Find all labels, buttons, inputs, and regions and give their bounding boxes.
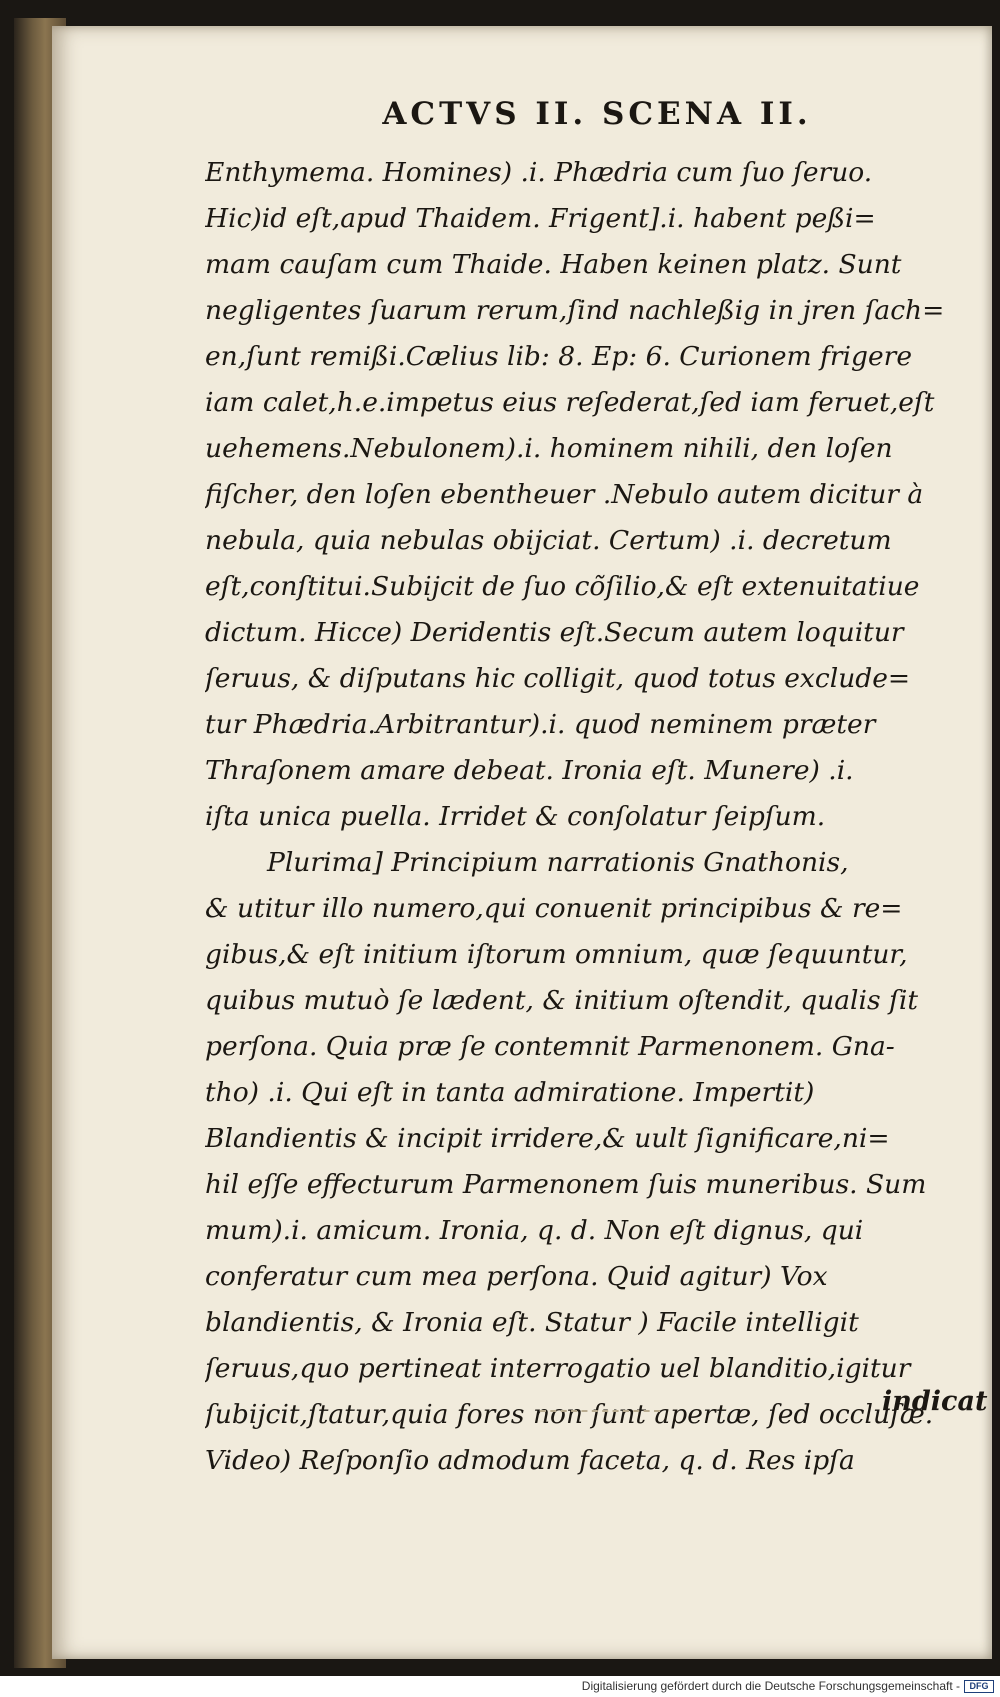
text-line: Video) Reſponſio admodum faceta, q. d. Res ipſa xyxy=(205,1445,855,1476)
text-line: uehemens.Nebulonem).i. hominem nihili, den loſen xyxy=(205,433,893,464)
text-line: gibus,& eſt initium iſtorum omnium, quæ ſequuntur, xyxy=(205,939,908,970)
text-line: Hic)id eſt,apud Thaidem. Frigent].i. habent peßi= xyxy=(205,203,876,234)
digitization-credit: Digitalisierung gefördert durch die Deutsche Forschungsgemeinschaft - xyxy=(581,1679,960,1693)
text-line: mam cauſam cum Thaide. Haben keinen platz. Sunt xyxy=(205,249,902,280)
text-line: tur Phædria.Arbitrantur).i. quod neminem præter xyxy=(205,709,876,740)
text-line: conferatur cum mea perſona. Quid agitur) Vox xyxy=(205,1261,828,1292)
paragraph-start-line: Plurima] Principium narrationis Gnathonis, xyxy=(267,847,849,878)
running-head: ACTVS II. SCENA II. xyxy=(382,96,812,132)
text-line: hil eſſe effecturum Parmenonem ſuis muneribus. Sum xyxy=(205,1169,927,1200)
text-line: ſeruus,quo pertineat interrogatio uel blanditio,igitur xyxy=(205,1353,911,1384)
text-line: ſubijcit,ſtatur,quia fores non ſunt apertæ, ſed occluſæ. xyxy=(205,1399,934,1430)
text-line: blandientis, & Ironia eſt. Statur ) Facile intelligit xyxy=(205,1307,859,1338)
text-line: Thraſonem amare debeat. Ironia eſt. Munere) .i. xyxy=(205,755,854,786)
text-line: Blandientis & incipit irridere,& uult ſignificare,ni= xyxy=(205,1123,890,1154)
text-line: ſeruus, & diſputans hic colligit, quod totus exclude= xyxy=(205,663,911,694)
text-line: mum).i. amicum. Ironia, q. d. Non eſt dignus, qui xyxy=(205,1215,864,1246)
text-line: negligentes ſuarum rerum,ſind nachleßig in jren ſach= xyxy=(205,295,945,326)
text-line: fiſcher, den loſen ebentheuer .Nebulo autem dicitur à xyxy=(205,479,924,510)
text-line: perſona. Quia præ ſe contemnit Parmenonem. Gna- xyxy=(205,1031,895,1062)
text-line: iſta unica puella. Irridet & conſolatur ſeipſum. xyxy=(205,801,826,832)
text-line: iam calet,h.e.impetus eius reſederat,ſed iam feruet,eſt xyxy=(205,387,935,418)
decorative-dash xyxy=(540,1410,660,1412)
dfg-logo[interactable] xyxy=(964,1680,994,1693)
commentary-text xyxy=(205,150,975,1484)
text-line: Enthymema. Homines) .i. Phædria cum ſuo ſeruo. xyxy=(205,157,873,188)
dfg-logo-text: DFG xyxy=(969,1681,989,1691)
text-line: quibus mutuò ſe lædent, & initium oſtendit, qualis ſit xyxy=(205,985,918,1016)
text-line: tho) .i. Qui eſt in tanta admiratione. Impertit) xyxy=(205,1077,815,1108)
text-line: dictum. Hicce) Deridentis eſt.Secum autem loquitur xyxy=(205,617,904,648)
text-line: en,ſunt remißi.Cælius lib: 8. Ep: 6. Curionem frigere xyxy=(205,341,912,372)
text-line: & utitur illo numero,qui conuenit principibus & re= xyxy=(205,893,903,924)
text-line: eſt,conſtitui.Subijcit de ſuo cõſilio,& eſt extenuitatiue xyxy=(205,571,920,602)
text-line: nebula, quia nebulas obijciat. Certum) .i. decretum xyxy=(205,525,892,556)
catchword: indicat xyxy=(882,1386,988,1417)
